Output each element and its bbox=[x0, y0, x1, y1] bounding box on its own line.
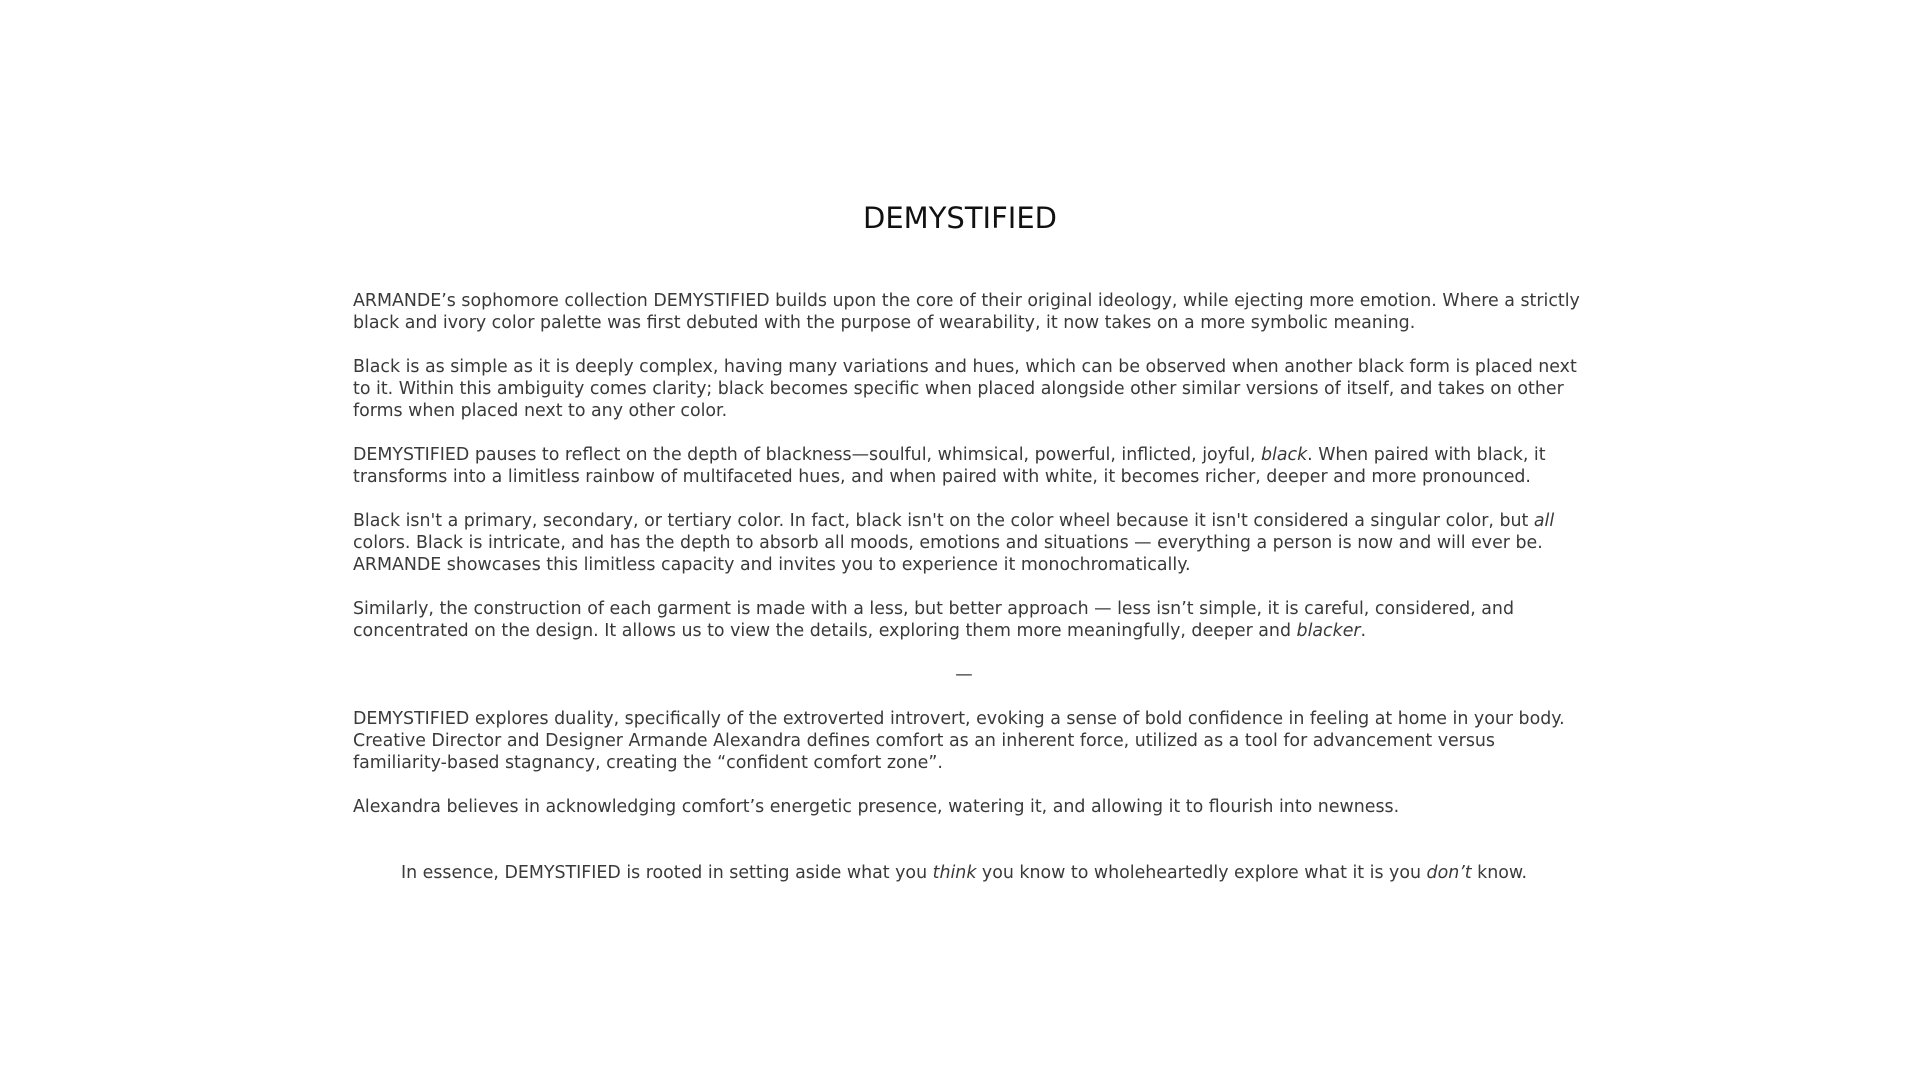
paragraph-4-emphasis: all bbox=[1533, 511, 1555, 531]
paragraph-5-text-a: Similarly, the construction of each garment is made with a less, but better approach — less isn’t simple, it is careful, considered, and concentrated on the design. It allows us to view the details, exploring them more meaningfully, deeper and bbox=[353, 599, 1514, 641]
paragraph-5-text-b: . bbox=[1360, 621, 1367, 641]
paragraph-3-emphasis: black bbox=[1261, 445, 1308, 465]
closing-text-c: know. bbox=[1471, 863, 1528, 883]
paragraph-6: DEMYSTIFIED explores duality, specifically of the extroverted introvert, evoking a sense of bold confidence in feeling at home in your body. Creative Director and Designer Armande Alexandra defines comfort as an inherent force, utilized as a tool for advancement versus familiarity-based stagnancy, creating the “confident comfort zone”. bbox=[353, 709, 1565, 773]
paragraph-4-text-b: colors. Black is intricate, and has the depth to absorb all moods, emotions and situations — everything a person is now and will ever be. ARMANDE showcases this limitless capacity and invites you to experience it monochromatically. bbox=[353, 533, 1543, 575]
closing-emphasis-dont: don’t bbox=[1426, 863, 1472, 883]
body-text bbox=[353, 290, 1593, 884]
paragraph-4-text-a: Black isn't a primary, secondary, or tertiary color. In fact, black isn't on the color wheel because it isn't considered a singular color, but bbox=[353, 511, 1534, 531]
paragraph-3 bbox=[353, 444, 1593, 488]
closing-statement bbox=[353, 862, 1575, 884]
paragraph-2: Black is as simple as it is deeply complex, having many variations and hues, which can be observed when another black form is placed next to it. Within this ambiguity comes clarity; black becomes specific when placed alongside other similar versions of itself, and takes on other forms when placed next to any other color. bbox=[353, 357, 1577, 421]
paragraph-5 bbox=[353, 598, 1593, 642]
paragraph-7: Alexandra believes in acknowledging comfort’s energetic presence, watering it, and allowing it to flourish into newness. bbox=[353, 797, 1400, 817]
paragraph-3-text-a: DEMYSTIFIED pauses to reflect on the depth of blackness—soulful, whimsical, powerful, inflicted, joyful, bbox=[353, 445, 1261, 465]
closing-emphasis-think: think bbox=[932, 863, 977, 883]
section-divider: — bbox=[955, 665, 973, 685]
page-title: DEMYSTIFIED bbox=[863, 201, 1057, 235]
closing-text-b: you know to wholeheartedly explore what it is you bbox=[976, 863, 1427, 883]
closing-text-a: In essence, DEMYSTIFIED is rooted in setting aside what you bbox=[400, 863, 933, 883]
paragraph-4 bbox=[353, 510, 1593, 576]
paragraph-5-emphasis: blacker bbox=[1296, 621, 1361, 641]
paragraph-1: ARMANDE’s sophomore collection DEMYSTIFIED builds upon the core of their original ideology, while ejecting more emotion. Where a strictly black and ivory color palette was first debuted with the purpose of wearability, it now takes on a more symbolic meaning. bbox=[353, 291, 1580, 333]
paragraph-3-text-b: . When paired with black, it transforms into a limitless rainbow of multifaceted hues, and when paired with white, it becomes richer, deeper and more pronounced. bbox=[353, 445, 1546, 487]
